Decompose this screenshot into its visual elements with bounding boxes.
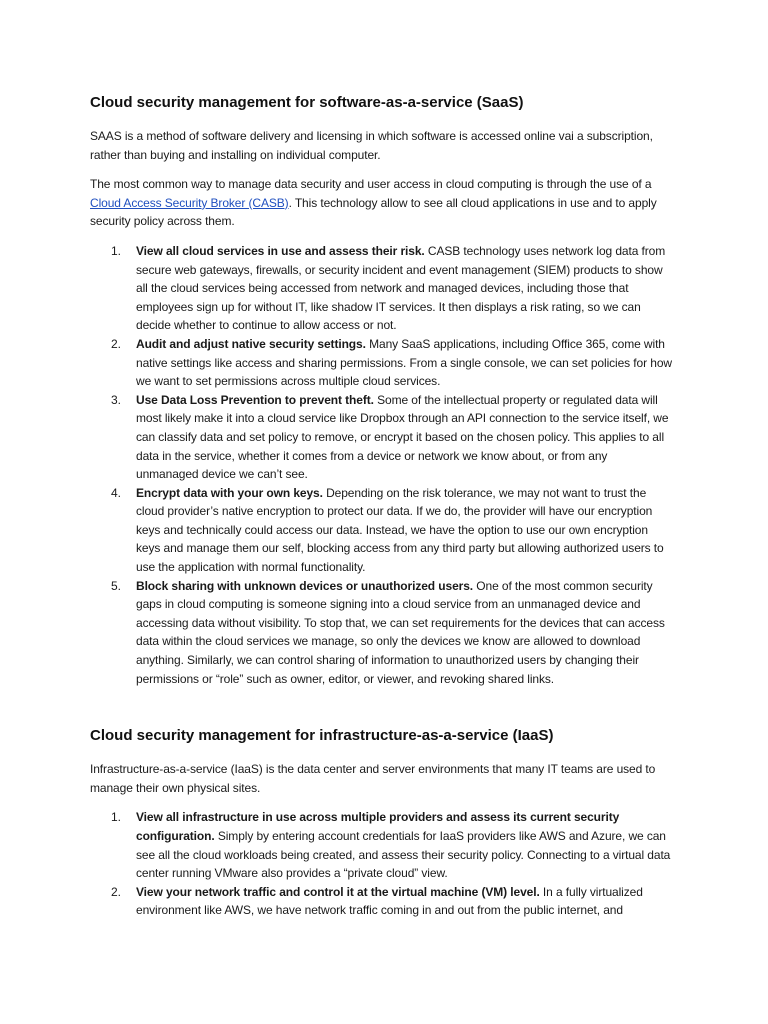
casb-text-pre: The most common way to manage data security and user access in cloud computing is through the use of a — [90, 177, 652, 192]
list-number: 2. — [111, 884, 121, 899]
list-item — [90, 335, 672, 391]
list-item-title: View all infrastructure in use across multiple providers and assess its current security configuration. — [136, 810, 620, 843]
list-number: 3. — [111, 392, 121, 407]
list-item — [90, 242, 672, 335]
list-item-title: Audit and adjust native security settings. — [136, 336, 366, 351]
list-item-title: Encrypt data with your own keys. — [136, 485, 323, 500]
list-item — [90, 391, 672, 484]
list-item-body: Some of the intellectual property or regulated data will most likely make it into a cloud service like Dropbox through an API connection to the service itself, we can classify data and set policy to remove, or encrypt it based on the chosen policy. This applies to all data in the service, whether it comes from a device or network we know about, or from any unmanaged device we can’t see. — [136, 392, 669, 482]
list-item — [90, 484, 672, 577]
list-item-body: Many SaaS applications, including Office 365, come with native settings like access and sharing permissions. From a single console, we can set policies for how we want to set permissions across multiple cloud services. — [136, 336, 672, 389]
casb-link[interactable]: Cloud Access Security Broker (CASB) — [90, 195, 289, 210]
list-item-body: In a fully virtualized environment like AWS, we have network traffic coming in and out from the public internet, and — [136, 884, 643, 918]
iaas-heading: Cloud security management for infrastructure-as-a-service (IaaS) — [90, 727, 554, 745]
list-number: 5. — [111, 578, 121, 593]
list-item-title: View your network traffic and control it at the virtual machine (VM) level. — [136, 884, 540, 899]
iaas-intro: Infrastructure-as-a-service (IaaS) is the data center and server environments that many IT teams are used to manage their own physical sites. — [90, 762, 656, 795]
list-item — [90, 577, 672, 689]
list-number: 1. — [111, 810, 121, 825]
list-item — [90, 808, 672, 882]
list-number: 1. — [111, 243, 121, 258]
casb-text-post: . This technology allow to see all cloud applications in use and to apply security policy across them. — [90, 195, 657, 229]
list-item — [90, 883, 672, 920]
saas-list — [90, 242, 672, 688]
list-item-title: View all cloud services in use and assess their risk. — [136, 243, 425, 258]
list-item-body: Depending on the risk tolerance, we may not want to trust the cloud provider’s native encryption to protect our data. If we do, the provider will have our encryption keys and technically could access our data. Instead, we have the option to use our own encryption keys and manage them our self, blocking access from any third party but allowing authorized users to use the application with normal functionality. — [136, 485, 664, 575]
list-item-title: Block sharing with unknown devices or unauthorized users. — [136, 578, 474, 593]
list-item-body: One of the most common security gaps in cloud computing is someone signing into a cloud service from an unmanaged device and accessing data without visibility. To stop that, we can set requirements for the devices that can access data within the cloud services we manage, so only the devices we know are allowed to download anything. Similarly, we can control sharing of information to unauthorized users by changing their permissions or “role” such as owner, editor, or viewer, and revoking shared links. — [136, 578, 665, 686]
iaas-list — [90, 808, 672, 920]
casb-paragraph — [90, 175, 672, 231]
saas-intro: SAAS is a method of software delivery and licensing in which software is accessed online vai a subscription, rather than buying and installing on individual computer. — [90, 129, 653, 162]
list-item-body: CASB technology uses network log data from secure web gateways, firewalls, or security incident and event management (SIEM) products to show all the cloud services being accessed from network and managed devices, including those that employees sign up for without IT, like shadow IT services. It then displays a risk rating, so we can decide whether to continue to allow access or not. — [136, 243, 666, 333]
list-number: 4. — [111, 485, 121, 500]
list-item-body: Simply by entering account credentials for IaaS providers like AWS and Azure, we can see all the cloud workloads being created, and assess their security policy. Connecting to a virtual data center running VMware also provides a “private cloud” view. — [136, 829, 671, 881]
list-number: 2. — [111, 336, 121, 351]
saas-heading: Cloud security management for software-as-a-service (SaaS) — [90, 94, 524, 111]
list-item-title: Use Data Loss Prevention to prevent theft. — [136, 392, 374, 407]
